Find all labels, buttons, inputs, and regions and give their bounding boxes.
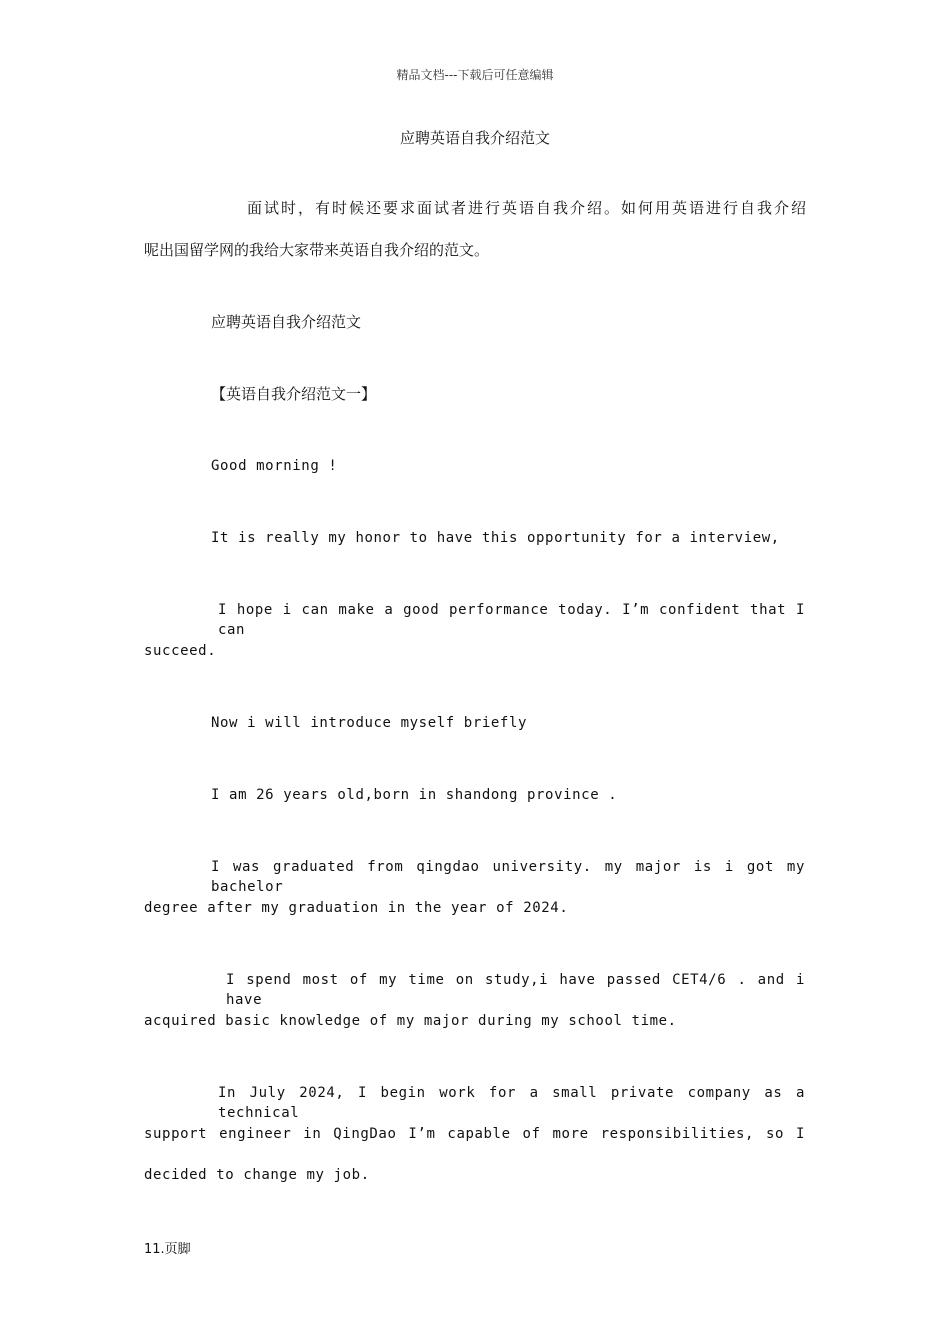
intro-line-1: 面试时，有时候还要求面试者进行英语自我介绍。如何用英语进行自我介绍 xyxy=(247,199,806,217)
section-heading: 【英语自我介绍范文一】 xyxy=(211,385,377,403)
paragraph-hope-line-2: succeed. xyxy=(144,643,217,659)
header-note: 精品文档---下载后可任意编辑 xyxy=(396,68,554,82)
paragraph-introduce: Now i will introduce myself briefly xyxy=(211,715,528,731)
paragraph-work-line-1: In July 2024, I begin work for a small private company as a technical xyxy=(218,1085,805,1121)
paragraph-study-line-1: I spend most of my time on study,i have passed CET4/6 . and i have xyxy=(226,972,805,1008)
subtitle: 应聘英语自我介绍范文 xyxy=(211,313,362,331)
paragraph-work-line-3: decided to change my job. xyxy=(144,1167,370,1183)
paragraph-hope-line-1: I hope i can make a good performance today. I’m confident that I can xyxy=(218,602,805,638)
paragraph-education-line-1: I was graduated from qingdao university. my major is i got my bachelor xyxy=(211,859,805,895)
paragraph-study-line-2: acquired basic knowledge of my major during my school time. xyxy=(144,1013,677,1029)
document-title: 应聘英语自我介绍范文 xyxy=(399,129,550,147)
paragraph-age: I am 26 years old,born in shandong province . xyxy=(211,787,618,803)
intro-line-2: 呢出国留学网的我给大家带来英语自我介绍的范文。 xyxy=(144,241,490,259)
paragraph-work-line-2: support engineer in QingDao I’m capable of more responsibilities, so I xyxy=(144,1126,805,1142)
paragraph-greeting: Good morning ! xyxy=(211,458,338,474)
paragraph-honor: It is really my honor to have this opportunity for a interview, xyxy=(211,530,780,546)
paragraph-education-line-2: degree after my graduation in the year of 2024. xyxy=(144,900,569,916)
page-footer: 11.页脚 xyxy=(144,1242,191,1257)
